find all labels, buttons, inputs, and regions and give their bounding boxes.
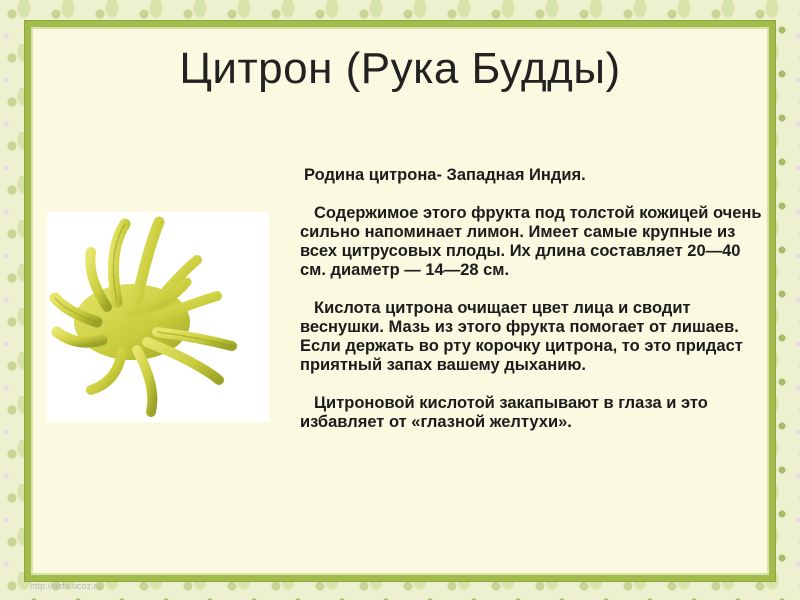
citron-photo bbox=[47, 212, 269, 422]
buddhas-hand-illustration bbox=[47, 212, 269, 422]
watermark: http://aida.ucoz.ru bbox=[30, 581, 102, 591]
paragraph-benefits: Кислота цитрона очищает цвет лица и сводит веснушки. Мазь из этого фрукта помогает от лишаев. Если держать во рту корочку цитрона, то это придаст приятный запах вашему дыханию. bbox=[300, 299, 743, 374]
paragraph-medical-use: Цитроновой кислотой закапывают в глаза и это избавляет от «глазной желтухи». bbox=[300, 394, 708, 431]
paragraph-origin: Родина цитрона- Западная Индия. bbox=[304, 166, 586, 184]
slide-title: Цитрон (Рука Будды) bbox=[179, 44, 621, 93]
paragraph-description: Содержимое этого фрукта под толстой кожицей очень сильно напоминает лимон. Имеет самые крупные из всех цитрусовых плоды. Их длина составляет 20—40 см. диаметр — 14—28 см. bbox=[300, 204, 762, 279]
slide-body-text bbox=[300, 166, 770, 451]
